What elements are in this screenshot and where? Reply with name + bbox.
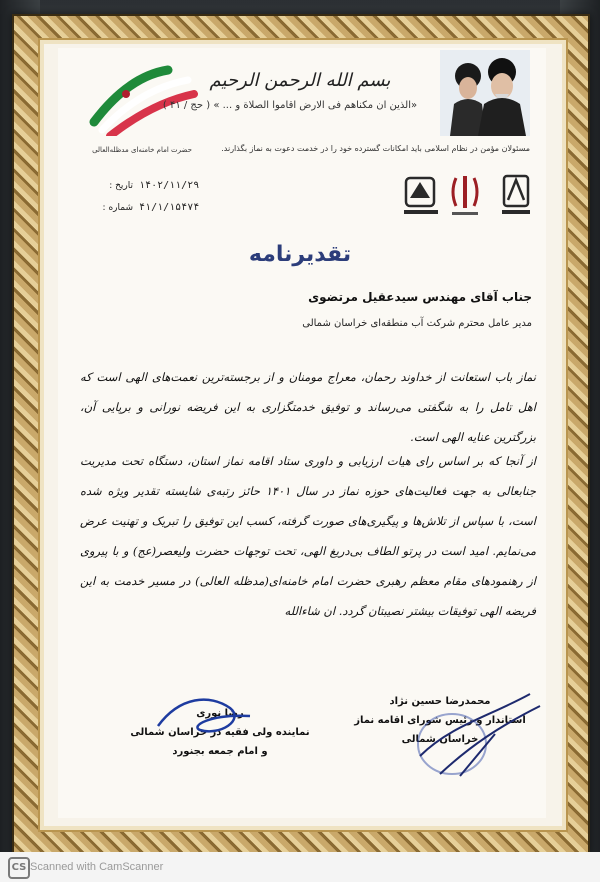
signature-stroke-left-icon bbox=[150, 686, 260, 746]
signature-stamp-right-icon bbox=[400, 686, 550, 782]
leader-name-caption: حضرت امام خامنه‌ای مدظله‌العالی bbox=[92, 146, 192, 154]
emblem-logos-icon bbox=[400, 172, 530, 220]
bismillah-heading: بسم الله الرحمن الرحیم bbox=[209, 70, 391, 91]
number-value: ۴۱/۱/۱۵۴۷۴ bbox=[139, 202, 200, 213]
body-paragraph-1: نماز باب استعانت از خداوند رحمان، معراج مومنان و از برجسته‌ترین نعمت‌های الهی است که اهل تامل را به شگفتی می‌رساند و توفیق خدمتگزاری به این فریضه نورانی و برپایی آن، بزرگترین عنایه الهی است. bbox=[80, 370, 536, 444]
body-paragraph-2: از آنجا که بر اساس رای هیات ارزیابی و داوری ستاد اقامه نماز استان، دستگاه تحت مدیریت جنابعالی به جهت فعالیت‌های حوزه نماز در سال ۱۴۰۱ حائز رتبه‌ی شایسته تقدیر ویژه شده است، با سپاس از تلاش‌ها و پیگیری‌های صورت گرفته، کسب این توفیق را تبریک و تهنیت عرض می‌نمایم. امید است در پرتو الطاف بی‌دریغ الهی، تحت توجهات حضرت ولیعصر(عج) و با پیروی از رهنمودهای مقام معظم رهبری حضرت امام خامنه‌ای(مدظله العالی) در مسیر خدمت به این فریضه الهی توفیقات بیشتر نصیبتان گردد. ان شاءالله bbox=[80, 454, 536, 618]
recipient-role: مدیر عامل محترم شرکت آب منطقه‌ای خراسان شمالی bbox=[302, 318, 532, 329]
signer-left-name: رضا نوری bbox=[196, 708, 244, 719]
leader-quote-caption: مسئولان مؤمن در نظام اسلامی باید امکانات گسترده خود را در خدمت دعوت به نماز بگذارند. bbox=[221, 144, 530, 153]
camscanner-logo-icon: CS bbox=[8, 857, 30, 879]
signer-left-region: و امام جمعه بجنورد bbox=[172, 746, 268, 757]
signer-right-region: خراسان شمالی bbox=[401, 734, 479, 745]
signer-right-name: محمدرضا حسین نژاد bbox=[389, 696, 491, 707]
quran-verse: «الذین ان مکناهم فی الارض اقاموا الصلاة و ... » ( حج / ۴۱ ) bbox=[162, 100, 418, 111]
date-value: ۱۴۰۲/۱۱/۲۹ bbox=[139, 180, 200, 191]
certificate-title: تقدیرنامه bbox=[248, 242, 352, 267]
number-label: شماره : bbox=[102, 203, 133, 213]
scanner-watermark: Scanned with CamScanner bbox=[30, 861, 164, 873]
signer-left-title: نماینده ولی فقیه در خراسان شمالی bbox=[130, 727, 310, 738]
leaders-portrait-icon bbox=[440, 50, 530, 136]
iran-flag-ribbon-logo-icon bbox=[88, 60, 198, 136]
signer-right-title: استاندار و رئیس شورای اقامه نماز bbox=[354, 715, 526, 726]
date-row bbox=[95, 180, 205, 191]
date-label: تاریخ : bbox=[109, 181, 133, 191]
number-row bbox=[95, 202, 205, 213]
recipient-name: جناب آقای مهندس سیدعقیل مرتضوی bbox=[308, 290, 532, 304]
